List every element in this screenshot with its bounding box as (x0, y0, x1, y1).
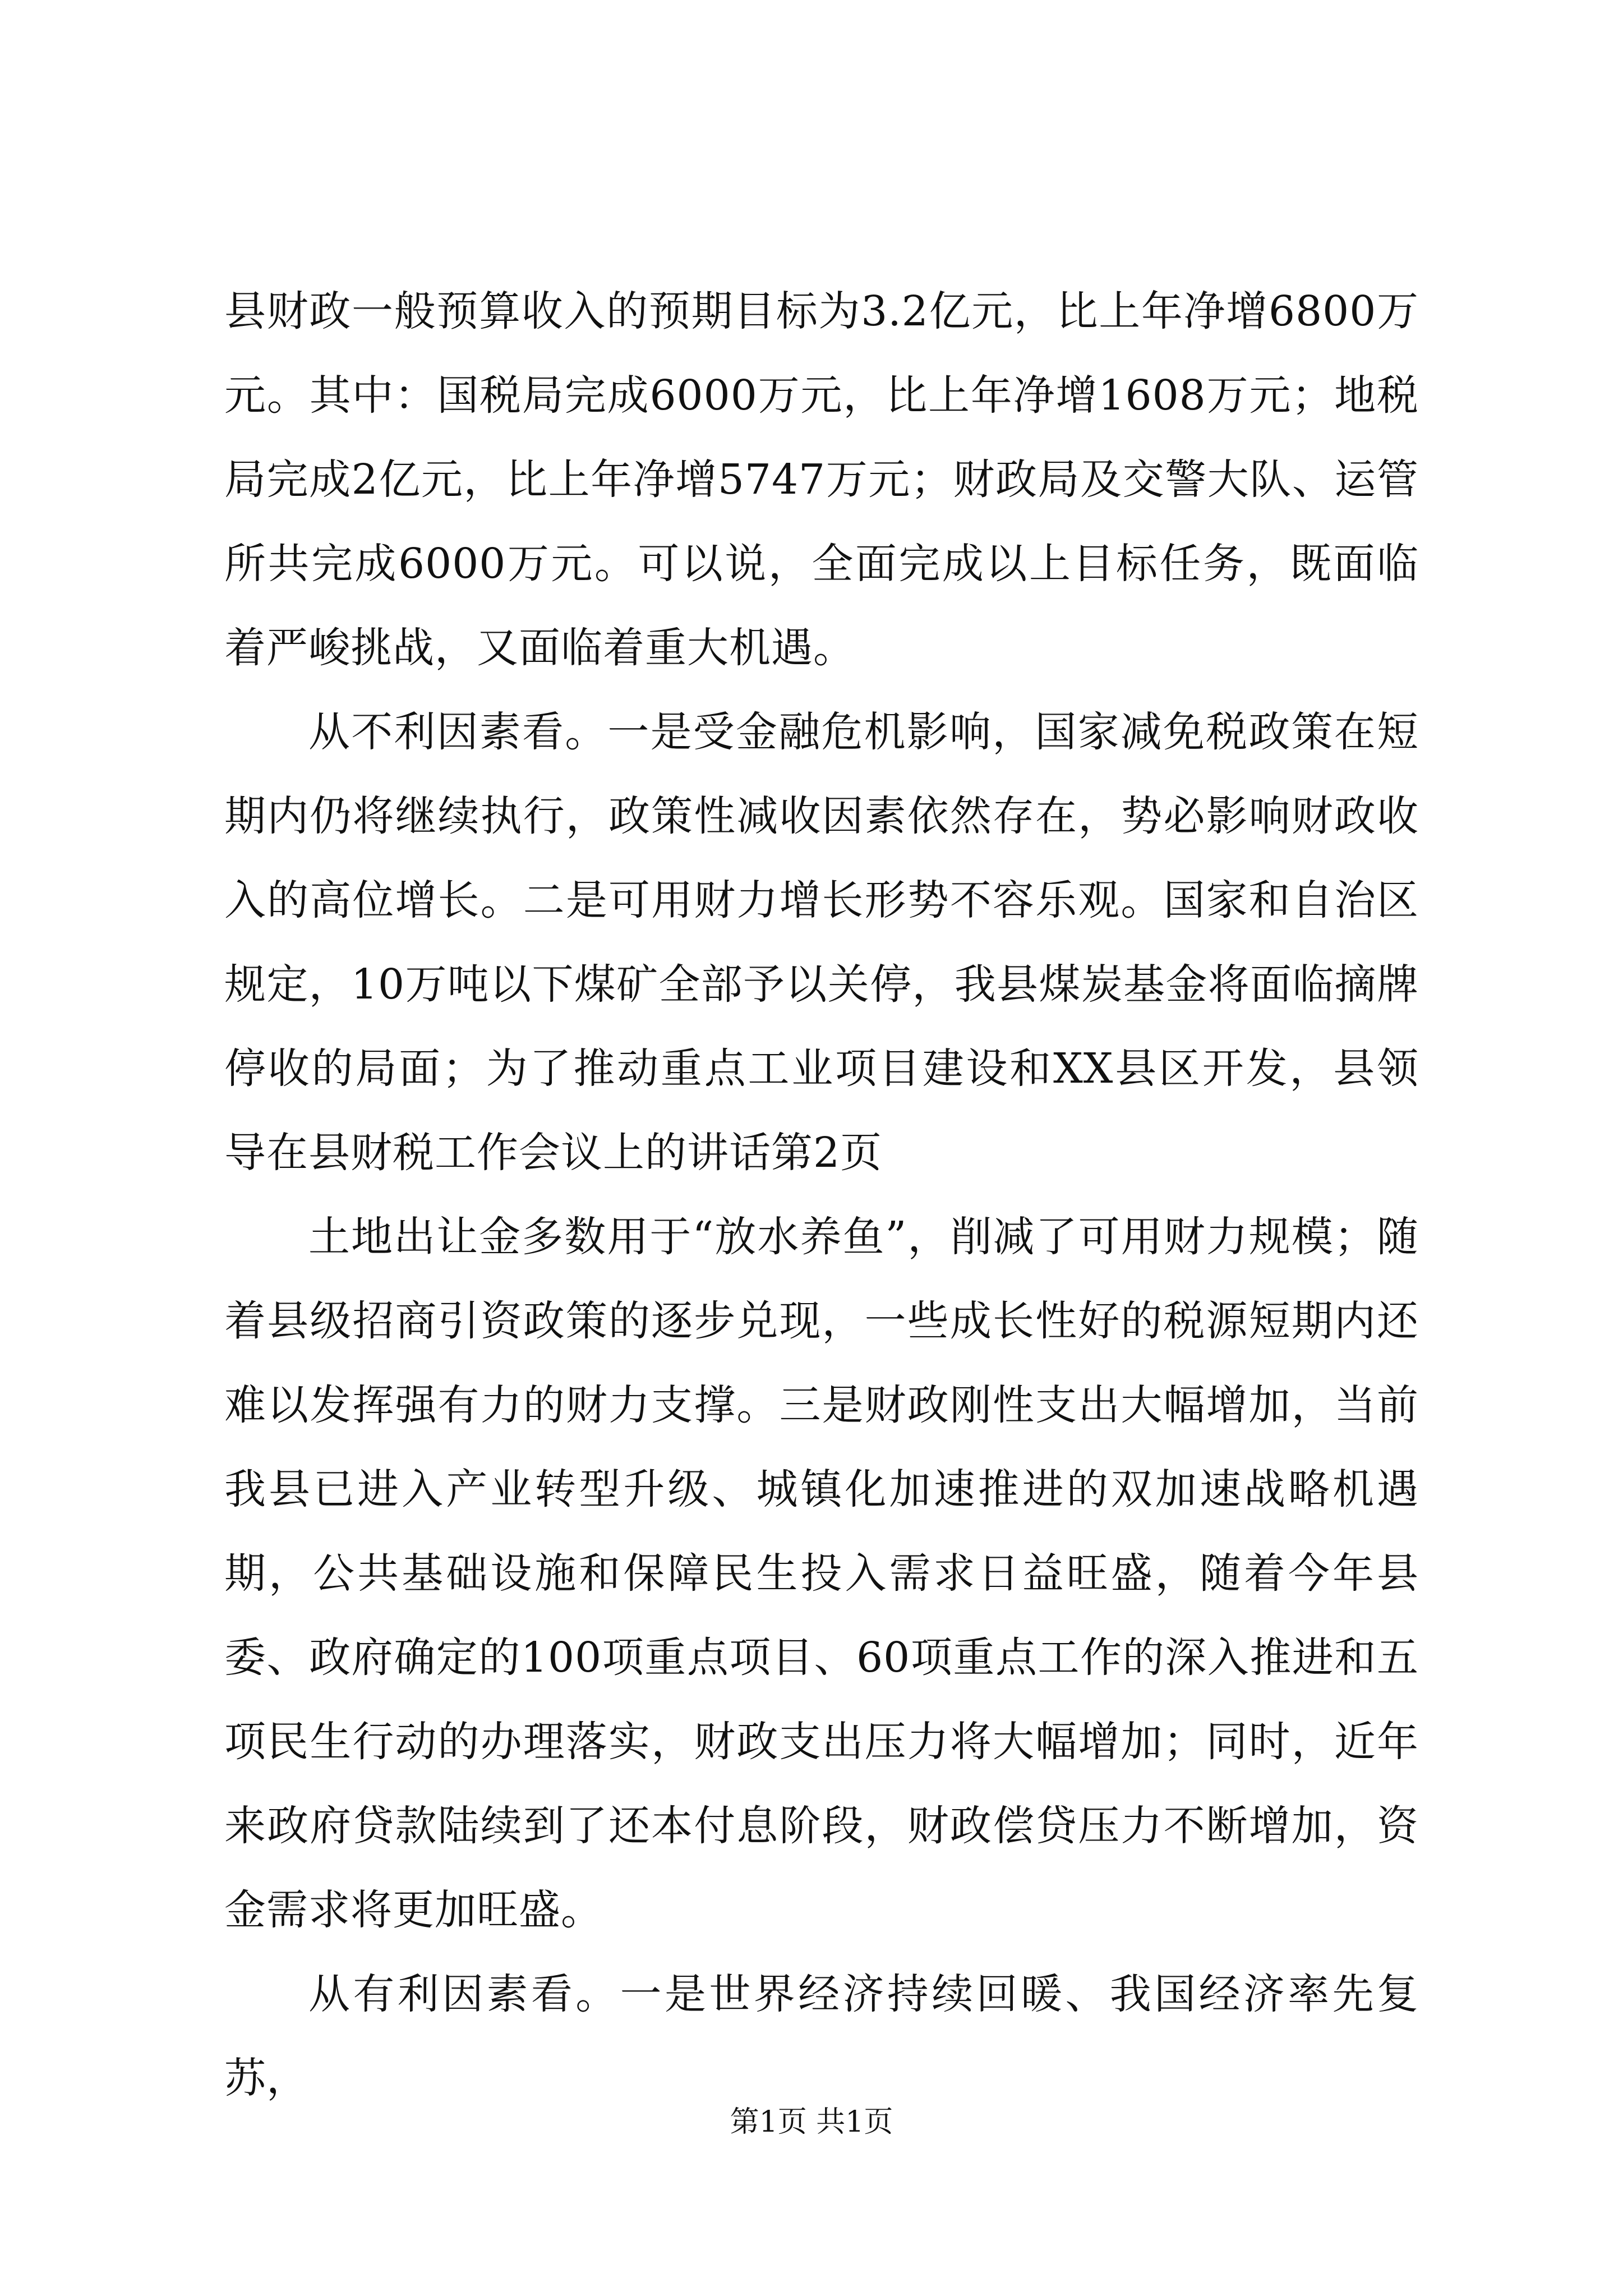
document-body (224, 269, 1419, 2120)
paragraph-1: 县财政一般预算收入的预期目标为3.2亿元，比上年净增6800万元。其中：国税局完成6000万元，比上年净增1608万元；地税局完成2亿元，比上年净增5747万元；财政局及交警大队、运管所共完成6000万元。可以说，全面完成以上目标任务，既面临着严峻挑战，又面临着重大机遇。 (224, 287, 1419, 672)
paragraph-3: 土地出让金多数用于“放水养鱼”，削减了可用财力规模；随着县级招商引资政策的逐步兑现，一些成长性好的税源短期内还难以发挥强有力的财力支撑。三是财政刚性支出大幅增加，当前我县已进入产业转型升级、城镇化加速推进的双加速战略机遇期，公共基础设施和保障民生投入需求日益旺盛，随着今年县委、政府确定的100项重点项目、60项重点工作的深入推进和五项民生行动的办理落实，财政支出压力将大幅增加；同时，近年来政府贷款陆续到了还本付息阶段，财政偿贷压力不断增加，资金需求将更加旺盛。 (224, 1213, 1419, 1934)
paragraph-2: 从不利因素看。一是受金融危机影响，国家减免税政策在短期内仍将继续执行，政策性减收因素依然存在，势必影响财政收入的高位增长。二是可用财力增长形势不容乐观。国家和自治区规定，10万吨以下煤矿全部予以关停，我县煤炭基金将面临摘牌停收的局面；为了推动重点工业项目建设和XX县区开发，县领导在县财税工作会议上的讲话第2页 (224, 708, 1419, 1177)
paragraph-4: 从有利因素看。一是世界经济持续回暖、我国经济率先复苏， (224, 1970, 1419, 2102)
page-footer: 第1页 共1页 (730, 2105, 893, 2139)
